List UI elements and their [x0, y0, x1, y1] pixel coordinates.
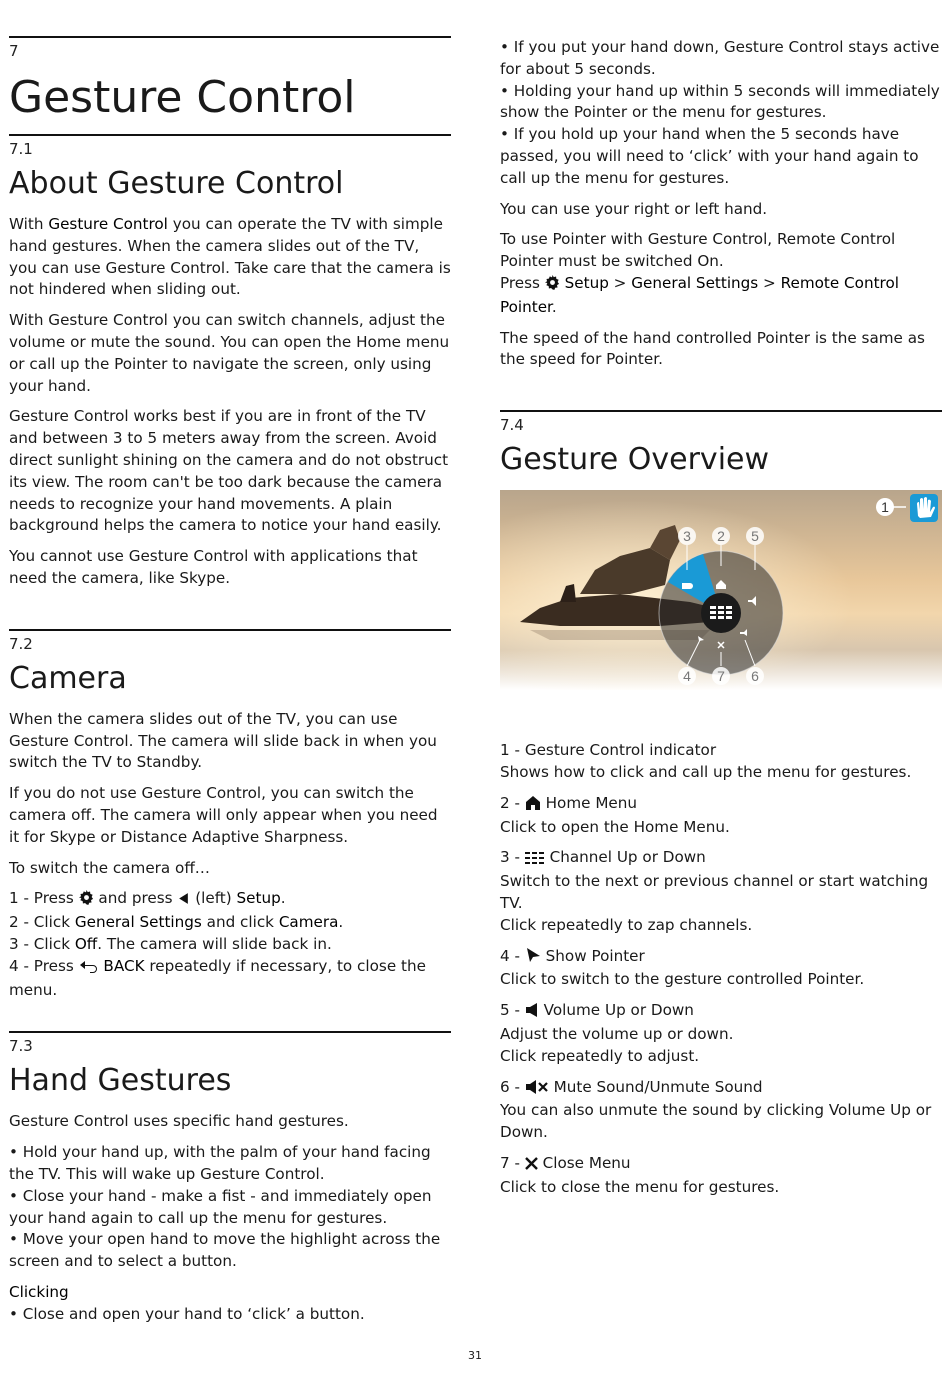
- legend-item: [500, 1153, 942, 1199]
- legend-desc: Click to open the Home Menu.: [500, 817, 730, 836]
- bullet-list: [9, 1142, 451, 1273]
- bullet: • Holding your hand up within 5 seconds will immediately show the Pointer or the menu for gestures.: [500, 81, 940, 122]
- paragraph: With Gesture Control you can operate the TV with simple hand gestures. When the camera slides out of the TV, you can use Gesture Control. Take care that the camera is not hindered when sliding out.: [9, 215, 451, 299]
- legend-item: [500, 847, 942, 936]
- home-icon: [525, 795, 541, 817]
- legend-desc: Shows how to click and call up the menu for gestures.: [500, 762, 912, 781]
- right-column: [500, 37, 942, 1208]
- chapter-title: Gesture Control: [9, 72, 356, 123]
- legend-desc: Click to close the menu for gestures.: [500, 1177, 780, 1196]
- section-rule: [9, 134, 451, 136]
- close-icon: [525, 1155, 538, 1177]
- section-number: 7.2: [9, 634, 33, 653]
- legend-desc: Adjust the volume up or down.: [500, 1024, 734, 1043]
- bullet-list: [500, 37, 942, 190]
- section-number: 7.1: [9, 140, 33, 158]
- legend-title: 3 - Channel Up or Down: [500, 847, 942, 871]
- clicking-block: [9, 1282, 451, 1326]
- gear-icon: [545, 275, 560, 297]
- paragraph-line: Press Setup > General Settings > Remote Control Pointer.: [500, 273, 899, 316]
- step: 1 - Press and press (left) Setup.: [9, 888, 451, 912]
- page-number: 31: [468, 1349, 482, 1362]
- step-list: [9, 888, 451, 1001]
- section-number: 7.4: [500, 416, 524, 435]
- channel-list-icon: [525, 849, 545, 871]
- legend-item: [500, 946, 942, 992]
- legend-title: 1 - Gesture Control indicator: [500, 741, 717, 760]
- paragraph: The speed of the hand controlled Pointer is the same as the speed for Pointer.: [500, 328, 925, 369]
- gesture-overview-image: [500, 490, 942, 690]
- callout-5: 5: [751, 528, 759, 545]
- legend-item: [500, 793, 942, 839]
- legend-item: [500, 740, 942, 784]
- step: 3 - Click Off. The camera will slide back in.: [9, 934, 332, 953]
- step: 2 - Click General Settings and click Camera.: [9, 913, 344, 932]
- section-title: About Gesture Control: [9, 166, 344, 201]
- callout-6: 6: [751, 668, 759, 685]
- callout-7: 7: [717, 668, 725, 685]
- paragraph: [500, 229, 942, 318]
- section-title: Hand Gestures: [9, 1063, 232, 1099]
- paragraph: To switch the camera off…: [9, 858, 210, 877]
- paragraph-line: To use Pointer with Gesture Control, Remote Control Pointer must be switched On.: [500, 230, 896, 271]
- legend-title: 2 - Home Menu: [500, 793, 942, 817]
- bullet: • Move your open hand to move the highlight across the screen and to select a button.: [9, 1230, 441, 1271]
- legend-item: [500, 1000, 942, 1067]
- bullet: • Close your hand - make a fist - and immediately open your hand again to call up the menu for gestures.: [9, 1186, 432, 1227]
- legend-desc: You can also unmute the sound by clicking Volume Up or Down.: [500, 1101, 932, 1142]
- legend-item: [500, 1077, 942, 1144]
- gear-icon: [79, 890, 94, 912]
- section-rule: [500, 410, 942, 412]
- legend-title: 5 - Volume Up or Down: [500, 1000, 942, 1024]
- callout-4: 4: [683, 668, 691, 685]
- section-rule: [9, 629, 451, 631]
- pointer-icon: [525, 947, 541, 970]
- chapter-number: 7: [9, 42, 19, 60]
- paragraph: If you do not use Gesture Control, you can switch the camera off. The camera will only appear when you need it for Skype or Distance Adaptive Sharpness.: [9, 784, 438, 846]
- section-title: Camera: [9, 660, 127, 696]
- section-number: 7.3: [9, 1037, 33, 1056]
- section-rule: [9, 1031, 451, 1033]
- subheading: Clicking: [9, 1282, 69, 1301]
- left-arrow-icon: [177, 890, 190, 912]
- bullet: • Hold your hand up, with the palm of your hand facing the TV. This will wake up Gesture Control.: [9, 1143, 431, 1183]
- legend-desc: Switch to the next or previous channel or start watching TV.: [500, 872, 929, 912]
- legend-title: 7 - Close Menu: [500, 1153, 942, 1177]
- paragraph: Gesture Control uses specific hand gestures.: [9, 1112, 349, 1131]
- bullet: • If you put your hand down, Gesture Control stays active for about 5 seconds.: [500, 38, 940, 78]
- callout-1: 1: [881, 499, 889, 516]
- legend-desc: Click repeatedly to adjust.: [500, 1046, 700, 1065]
- bullet: • Close and open your hand to ‘click’ a button.: [9, 1304, 365, 1323]
- bullet: • If you hold up your hand when the 5 seconds have passed, you will need to ‘click’ with your hand again to call up the menu for gestures.: [500, 125, 919, 187]
- paragraph: You cannot use Gesture Control with applications that need the camera, like Skype.: [9, 547, 418, 587]
- chapter-rule: [9, 36, 451, 38]
- callout-2: 2: [717, 528, 725, 545]
- legend-desc: Click repeatedly to zap channels.: [500, 915, 753, 934]
- step: 4 - Press BACK repeatedly if necessary, to close the menu.: [9, 956, 426, 999]
- legend-desc: Click to switch to the gesture controlled Pointer.: [500, 970, 865, 989]
- speaker-icon: [525, 1002, 539, 1024]
- section-title: Gesture Overview: [500, 442, 770, 478]
- callout-3: 3: [683, 528, 691, 545]
- left-column: [9, 0, 451, 1325]
- paragraph: You can use your right or left hand.: [500, 199, 768, 218]
- paragraph: When the camera slides out of the TV, you can use Gesture Control. The camera will slide back in when you switch the TV to Standby.: [9, 709, 437, 772]
- mute-icon: [525, 1079, 549, 1101]
- paragraph: With Gesture Control you can switch channels, adjust the volume or mute the sound. You can open the Home menu or call up the Pointer to navigate the screen, only using your hand.: [9, 311, 450, 395]
- paragraph: Gesture Control works best if you are in front of the TV and between 3 to 5 meters away from the screen. Avoid direct sunlight shining on the camera and do not obstruct its view. The room can't be too dark because the camera needs to recognize your hand movements. A plain background helps the camera to notice your hand easily.: [9, 407, 449, 535]
- legend-title: 6 - Mute Sound/Unmute Sound: [500, 1077, 942, 1101]
- legend-title: 4 - Show Pointer: [500, 946, 942, 970]
- back-icon: [79, 958, 99, 980]
